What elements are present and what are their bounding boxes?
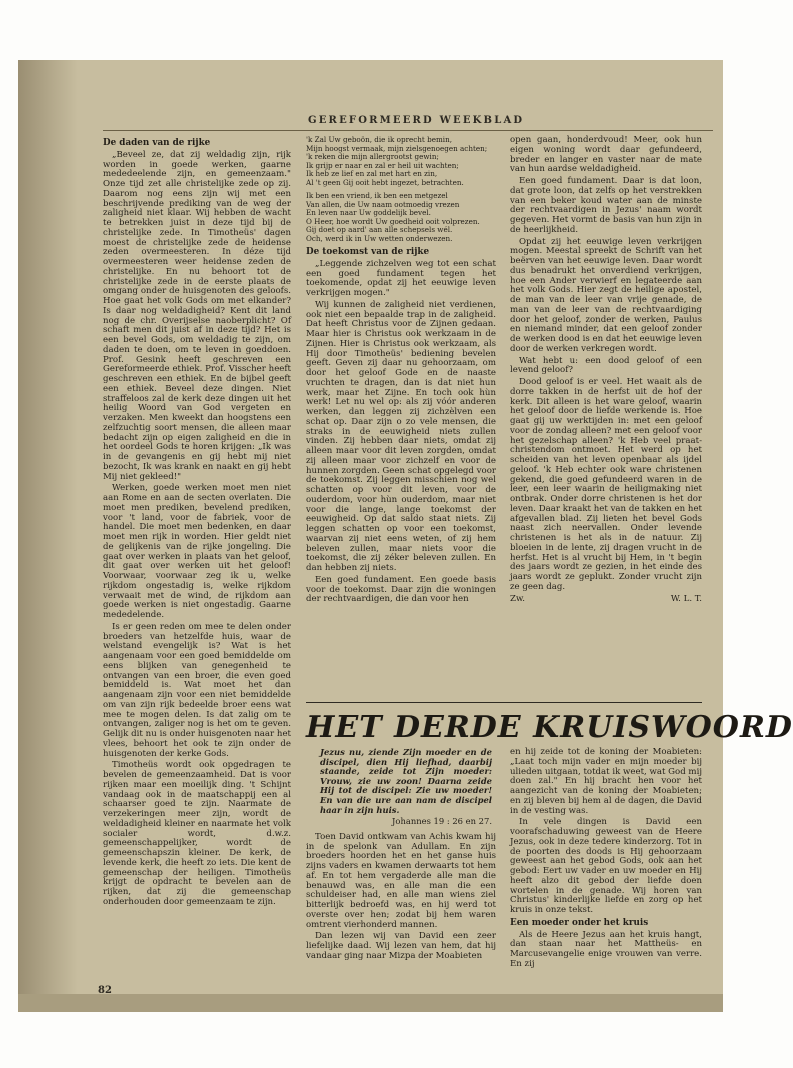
paragraph: In vele dingen is David een voorafschaduwing geweest van de Heere Jezus, ook in deze tedere kinderzorg. Tot in de poorten des doods is Hij gehoorzaam geweest aan het gebod Gods, ook aan het gebod: Eert uw vader en uw moeder en Hij heeft alzo dit gebod der liefde doen wortelen in de genade. Wij horen van Christus' kinderlijke liefde en zorg op het kruis in onze tekst. (510, 817, 702, 915)
paragraph: „Leggende zichzelven weg tot een schat een goed fundament tegen het toekomende, opdat zij het eeuwige leven verkrijgen mogen." (306, 258, 496, 298)
poem-line: Gij doet op aard' aan alle schepsels wél. (306, 225, 453, 234)
scanned-page (18, 60, 793, 1012)
title-rule-top (306, 702, 702, 703)
paragraph: open gaan, honderdvoud! Meer, ook hun eigen woning wordt daar gefundeerd, breder en langer en vaster naar de mate van hun aardse weldadigheid. (510, 135, 702, 175)
poem-line: 'k Zal Uw geboön, die ik oprecht bemin, (306, 135, 452, 144)
section-heading: De daden van de rijke (103, 138, 211, 148)
poem-line: O Heer, hoe wordt Uw goedheid ooit volprezen. (306, 216, 480, 226)
poem-line: Mijn hoogst vermaak, mijn zielsgenoegen achten; (306, 143, 488, 153)
poem-line: 'k reken die mijn allergrootst gewin; (306, 152, 439, 161)
poem-line: En leven naar Uw goddelijk bevel. (306, 208, 431, 217)
column-2 (306, 136, 496, 607)
psalm-verse (306, 192, 496, 243)
column-1 (103, 136, 291, 910)
poem-line: Van allen, die Uw naam ootmoedig vrezen (306, 199, 460, 209)
paragraph: Wij kunnen de zaligheid niet verdienen, ook niet een bepaalde trap in de zaligheid. Dat heeft Christus voor de Zijnen gedaan. Maar hier is Christus ook werkzaam in de Zijnen. Hier is Christus ook werkzaam, als Hij door Timotheüs' bediening bevelen geeft. Geven zij daar nu gehoorzaam, om door het geloof Gode en de naaste vruchten te dragen, dan is dat niet hun werk, maar het Zijne. En toch ook hùn werk! Let nu wel op: als zij vóór anderen werken, dan leggen zij zichzèlven een schat op. Daar zijn o zo vele mensen, die straks in de eeuwigheid niets zullen vinden. Zij hebben daar niets, omdat zij alleen maar voor dit leven zorgden, omdat zij alleen maar voor zichzelf en voor de hunnen zorgden. Geen schat opgelegd voor de toekomst. Zij leggen misschien nog wel schatten op voor dit leven, voor de ouderdom, voor hùn ouderdom, maar niet voor die lange, lange toekomst der eeuwigheid. Op dat saldo staat niets. Zij leggen schatten op voor een toekomst, waarvan zij niet eens weten, of zij hem beleven zullen, maar niets voor die toekomst, die zij zéker beleven zullen. En dan hebben zij niets. (306, 299, 496, 573)
column-3 (510, 136, 702, 604)
paragraph: Toen David ontkwam van Achis kwam hij in de spelonk van Adullam. En zijn broeders hoorden het en het ganse huis zijns vaders en kwamen derwaarts tot hem af. En tot hem vergaderde alle man die benauwd was, en alle man die een schuldeiser had, en alle man wiens ziel bitterlijk bedroefd was, en hij werd tot overste over hen; zodat bij hem waren omtrent vierhonderd mannen. (306, 831, 496, 930)
scripture-reference: Johannes 19 : 26 en 27. (392, 816, 492, 827)
poem-line: Ik ben een vriend, ik ben een metgezel (306, 191, 448, 200)
paragraph: Opdat zij het eeuwige leven verkrijgen mogen. Meestal spreekt de Schrift van het beërven van het eeuwige leven. Daar wordt dus benadrukt het onverdiend verkrijgen, hoe een Ander verwierf en legateerde aan het volk Gods. Hier zegt de heilige apostel, de man van de leer van vrije genade, de man van de leer van de rechtvaardiging door het geloof, zonder de werken, Paulus en niemand minder, dat een geloof zonder de werken dood is en dat het eeuwige leven door de werken verkregen wordt. (510, 236, 702, 354)
running-header: GEREFORMEERD WEEKBLAD (308, 115, 525, 126)
signature (510, 595, 702, 605)
article-column-left (306, 748, 496, 964)
article-title: HET DERDE KRUISWOORD (306, 710, 793, 745)
poem-line: Och, werd ik in Uw wetten onderwezen. (306, 233, 453, 243)
page-bottom-edge (18, 994, 723, 1012)
paragraph: Timotheüs wordt ook opgedragen te bevelen de gemeenzaamheid. Dat is voor rijken maar een moeilijk ding. 't Schijnt vandaag ook in de maatschappij een al schaarser goed te zijn. Naarmate de verzekeringen meer zijn, wordt de weldadigheid kleiner en naarmate het volk socialer wordt, d.w.z. gemeenschappelijker, wordt de gemeenschapszin kleiner. De kerk, de levende kerk, die heeft zo iets. Die kent de gemeenschap der heiligen. Timotheüs krijgt de opdracht te bevelen aan de rijken, dat zij die gemeenschap onderhouden door gemeenzaam te zijn. (103, 760, 291, 907)
page-shadow (18, 60, 78, 1012)
paragraph: Een goed fundament. Daar is dat loon, dat grote loon, dat zelfs op het verstrekken van een beker koud water aan de minste der rechtvaardigen in Jezus' naam wordt gegeven. Het vormt de basis van hun zijn in de heerlijkheid. (510, 176, 702, 235)
paragraph: „Beveel ze, dat zij weldadig zijn, rijk worden in goede werken, gaarne mededeelende zijn, en gemeenzaam." Onze tijd zet alle christelijke zede op zij. Daarom nog eens zijn wij met een beschrijvende prediking van de weg der zaligheid niet klaar. Wij hebben de wacht te betrekken juist in deze tijd bij de christelijke zede. In Timotheüs' dagen moest de christelijke zede de heidense zeden overmeesteren. In déze tijd overmeesteren weer heidense zeden de christelijke. En nu behoort tot de christelijke zede in de eerste plaats de omgang onder de huisgenoten des geloofs. Hoe gaat het volk Gods om met elkander? Is daar nog weldadigheid? Kent dit land nog de chr. Overijselse naoberplicht? Of schaft men dit juist af in deze tijd? Het is een bevel Gods, om weldadig te zijn, om daden te doen, om te leven in goeddoen. Prof. Gesink heeft geschreven een Gereformeerde ethiek. Prof. Visscher heeft geschreven een ethiek. En de bijbel geeft een ethiek. Beveel deze dingen. Niet straffeloos zal de kerk deze dingen uit het heilig Woord van God vergeten en verzaken. Men kweekt dan hoogstens een zelfzuchtig soort mensen, die alleen maar bedacht zijn op eigen zaligheid en die in het oordeel Gods te horen krijgen: „Ik was in de gevangenis en gij hebt mij niet bezocht, Ik was krank en naakt en gij hebt Mij niet gekleed!" (103, 149, 291, 482)
section-heading: Een moeder onder het kruis (510, 917, 649, 928)
paragraph: en hij zeide tot de koning der Moabieten: „Laat toch mijn vader en mijn moeder bij ulieden uitgaan, totdat ik weet, wat God mij doen zal." En hij bracht hen voor het aangezicht van de koning der Moabieten; en zij bleven bij hem al de dagen, die David in de vesting was. (510, 747, 702, 816)
page-number: 82 (98, 985, 112, 996)
paragraph: Is er geen reden om mee te delen onder broeders van hetzelfde huis, waar de welstand evengelijk is? Wat is het aangenaam voor een goed bemiddelde om eens blijken van genegenheid te ontvangen van een broer, die even goed bemiddeld is. Wat moet het dan aangenaam zijn voor een niet bemiddelde om van zijn rijk bedeelde broer eens wat mee te mogen delen. Is dat zalig om te ontvangen, zaliger nog is het om te geven. Gelijk dit nu is onder huisgenoten naar het vlees, behoort het ook te zijn onder de huisgenoten der kerke Gods. (103, 621, 291, 759)
section-heading: De toekomst van de rijke (306, 247, 430, 257)
paragraph: Dood geloof is er veel. Het waait als de dorre takken in de herfst uit de hof der kerk. Dit alleen is het ware geloof, waarin het geloof door de liefde werkende is. Hoe gaat gij uw werktijden in: met een geloof voor de zondag alleen? met een geloof voor het gezelschap alleen? 'k Heb veel praat-christendom ontmoet. Het werd op het scheiden van het leven openbaar als ijdel geloof. 'k Heb echter ook ware christenen gekend, die goed gefundeerd waren in de leer, een leer waarin de heiligmaking niet ontbrak. Onder dorre christenen is het dor leven. Daar kraakt het van de takken en het afgevallen blad. Zij lieten het bevel Gods naast zich neervallen. Onder levende christenen is het als in de natuur. Zij bloeien in de lente, zij dragen vrucht in de herfst. Het is al vrucht bij Hem, in 't begin des jaars wordt ze gezien, in het einde des jaars wordt ze geplukt. Zonder vrucht zijn ze geen dag. (510, 377, 702, 592)
paragraph: Werken, goede werken moet men niet aan Rome en aan de secten overlaten. Die moet men prediken, bevelend prediken, voor 't land, voor de fabriek, voor de handel. Die moet men bedenken, en daar moet men rijk in worden. Hier geldt niet de gelijkenis van de rijke jongeling. Die gaat over werken in plaats van het geloof, dit gaat over werken uit het geloof! Voorwaar, voorwaar zeg ik u, welke rijkdom ongestadig is, welke rijkdom verwaait met de wind, de rijkdom aan goede werken is niet ongestadig. Gaarne mededelende. (103, 483, 291, 620)
article-column-right (510, 748, 702, 972)
poem-line: Ik grijp er naar en zal er heil uit wachten; (306, 160, 459, 170)
scripture-quote: Jezus nu, ziende Zijn moeder en de discipel, dien Hij liefhad, daarbij staande, zeide tot Zijn moeder: Vrouw, zie uw zoon! Daarna zeide Hij tot de discipel: Zie uw moeder! En van die ure aan nam de discipel haar in zijn huis. (320, 747, 492, 815)
paragraph: Een goed fundament. Een goede basis voor de toekomst. Daar zijn die woningen der rechtvaardigen, die dan voor hen (306, 574, 496, 605)
paragraph: Wat hebt u: een dood geloof of een levend geloof? (510, 355, 702, 376)
psalm-verse (306, 136, 496, 187)
signature-place: Zw. (510, 593, 526, 604)
poem-line: Ik heb ze lief en zal met hart en zin, (306, 169, 438, 178)
poem-line: Al 't geen Gij ooit hebt ingezet, betrachten. (306, 177, 464, 187)
signature-author: W. L. T. (670, 593, 702, 604)
paragraph: Als de Heere Jezus aan het kruis hangt, dan staan naar het Mattheüs- en Marcusevangelie enige vrouwen van verre. En zij (510, 929, 702, 969)
header-rule (103, 130, 713, 131)
paragraph: Dan lezen wij van David een zeer liefelijke daad. Wij lezen van hem, dat hij vandaar ging naar Mizpa der Moabieten (306, 931, 496, 961)
